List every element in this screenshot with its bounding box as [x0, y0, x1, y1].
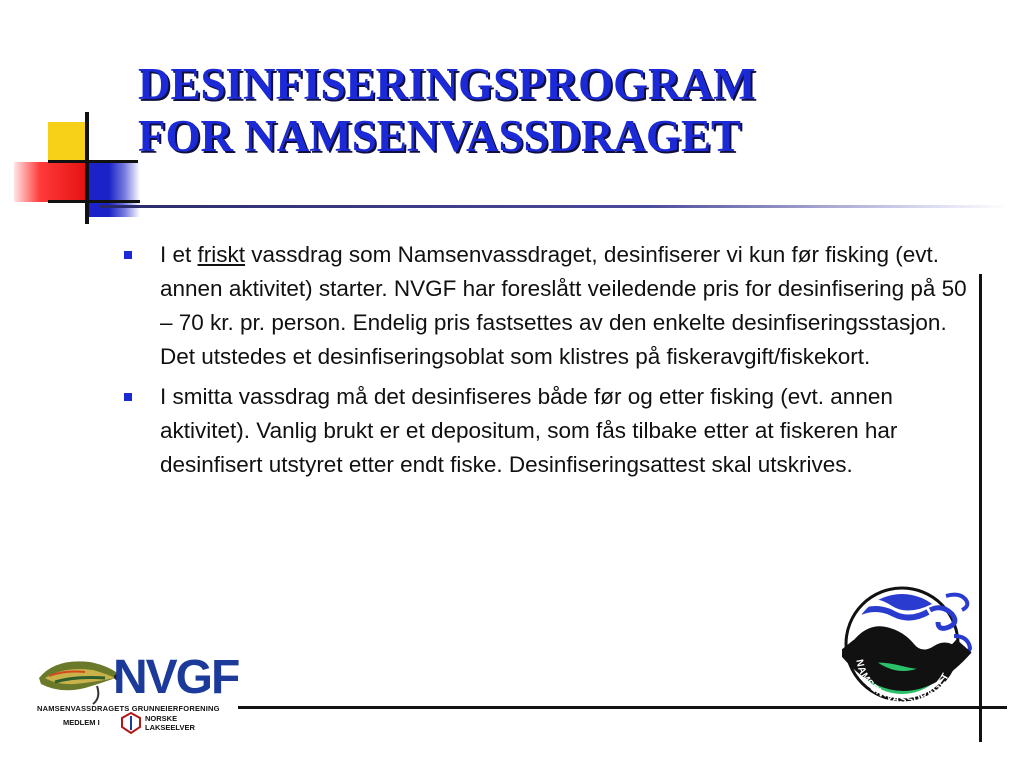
decor-blue-block	[88, 162, 140, 217]
bullet-text-rest: vassdrag som Namsenvassdraget, desinfiserer vi kun før fisking (evt. annen aktivitet) starter. NVGF har foreslått veiledende pris for desinfisering på 50 – 70 kr. pr. person. Endelig pris fastsettes av den enkelte desinfiseringsstasjon. Det utstedes et desinfiseringsoblat som klistres på fiskeravgift/fiskekort.	[160, 242, 967, 369]
bullet-marker-icon	[124, 393, 132, 401]
bullet-marker-icon	[124, 251, 132, 259]
namsen-vassdraget-logo	[842, 584, 980, 708]
partner-line-1: NORSKE	[145, 714, 178, 723]
bullet-text-prefix: I et	[160, 242, 198, 267]
slide-title	[138, 58, 1018, 162]
nvgf-logo	[35, 648, 240, 740]
bullet-text: I smitta vassdrag må det desinfiseres både før og etter fisking (evt. annen aktivitet). Vanlig brukt er et depositum, som fås tilbake etter at fiskeren har desinfisert utstyret etter endt fiske. Desinfiseringsattest skal utskrives.	[160, 384, 898, 477]
bullet-item	[118, 380, 970, 482]
slide-title-line-1: DESINFISERINGSPROGRAM	[138, 59, 756, 109]
nvgf-subtitle: NAMSENVASSDRAGETS GRUNNEIERFORENING	[37, 704, 220, 713]
slide-title-line-2: FOR NAMSENVASSDRAGET	[138, 111, 742, 161]
bullet-emphasis-word: friskt	[197, 242, 246, 267]
decor-horizontal-line	[48, 160, 138, 163]
decor-yellow-block	[48, 122, 88, 162]
decor-vertical-line	[85, 112, 89, 224]
norske-lakseelver-text	[145, 714, 195, 732]
nvgf-logo-text: NVGF	[113, 651, 239, 704]
bullet-item	[118, 238, 970, 374]
namsen-ring-text: NAMSEN-VASSDRAGET	[853, 658, 952, 707]
fishing-fly-icon	[35, 648, 125, 708]
nvgf-member-label: MEDLEM I	[63, 718, 100, 727]
bullet-list	[118, 238, 970, 488]
decor-red-block	[14, 162, 88, 202]
title-underline	[100, 205, 1010, 208]
decor-horizontal-line	[48, 200, 140, 203]
partner-line-2: LAKSEELVER	[145, 723, 195, 732]
norske-lakseelver-emblem-icon	[121, 712, 141, 734]
